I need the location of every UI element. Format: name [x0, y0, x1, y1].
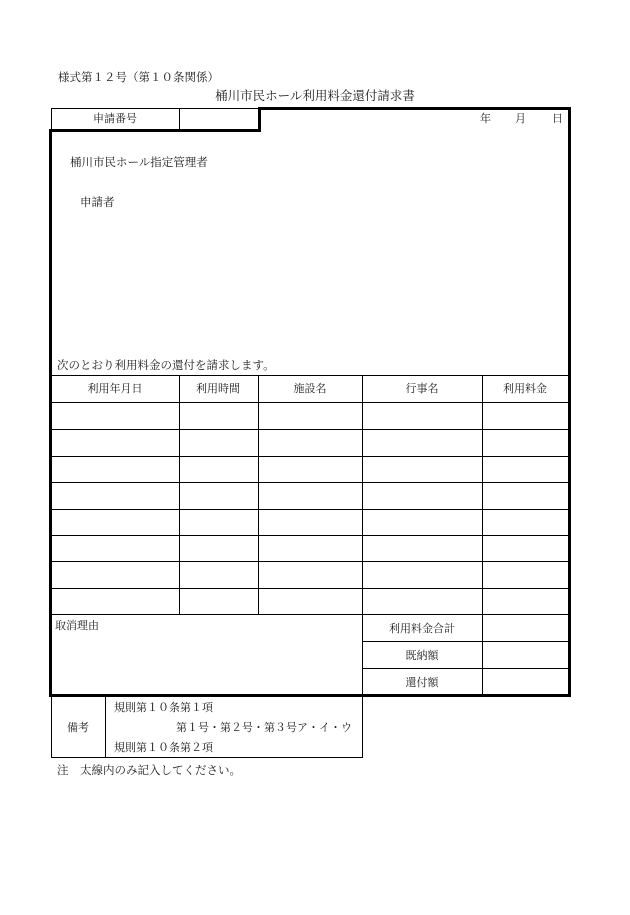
cancel-reason-label: 取消理由: [55, 619, 99, 632]
header-usage-date: 利用年月日: [87, 382, 143, 395]
application-number-field[interactable]: [181, 110, 257, 128]
remarks-label: 備考: [67, 721, 89, 734]
table-row[interactable]: [51, 457, 569, 482]
refund-amount-label: 還付額: [405, 676, 439, 689]
remarks-line-3: 規則第１０条第２項: [114, 741, 213, 754]
table-row[interactable]: [51, 562, 569, 588]
addressee: 桶川市民ホール指定管理者: [70, 155, 208, 169]
request-statement: 次のとおり利用料金の還付を請求します。: [57, 358, 275, 372]
cancel-reason-field[interactable]: [53, 635, 358, 691]
footnote: 注 太線内のみ記入してください。: [57, 763, 241, 777]
table-row[interactable]: [51, 430, 569, 456]
date-year-label: 年: [480, 112, 491, 125]
header-event-name: 行事名: [405, 382, 439, 395]
total-fee-label: 利用料金合計: [389, 622, 455, 635]
table-row[interactable]: [51, 536, 569, 561]
remarks-line-1: 規則第１０条第１項: [114, 701, 213, 714]
application-number-label: 申請番号: [93, 112, 137, 125]
total-fee-field[interactable]: [484, 616, 566, 640]
page-title: 桶川市民ホール利用料金還付請求書: [215, 88, 415, 103]
refund-amount-field[interactable]: [484, 670, 566, 693]
header-usage-fee: 利用料金: [503, 382, 547, 395]
remarks-line-2: 第１号・第２号・第３号ア・イ・ウ: [176, 721, 352, 734]
table-row[interactable]: [51, 403, 569, 429]
applicant-field[interactable]: [140, 190, 540, 340]
table-row[interactable]: [51, 483, 569, 509]
paid-amount-field[interactable]: [484, 643, 566, 667]
form-label: 様式第１２号（第１０条関係）: [58, 70, 219, 84]
date-day-label: 日: [552, 112, 563, 125]
date-month-label: 月: [515, 112, 526, 125]
table-row[interactable]: [51, 510, 569, 535]
table-row[interactable]: [51, 589, 569, 614]
paid-amount-label: 既納額: [405, 649, 439, 662]
applicant-label: 申請者: [80, 195, 115, 209]
header-facility-name: 施設名: [293, 382, 327, 395]
header-usage-time: 利用時間: [196, 382, 240, 395]
